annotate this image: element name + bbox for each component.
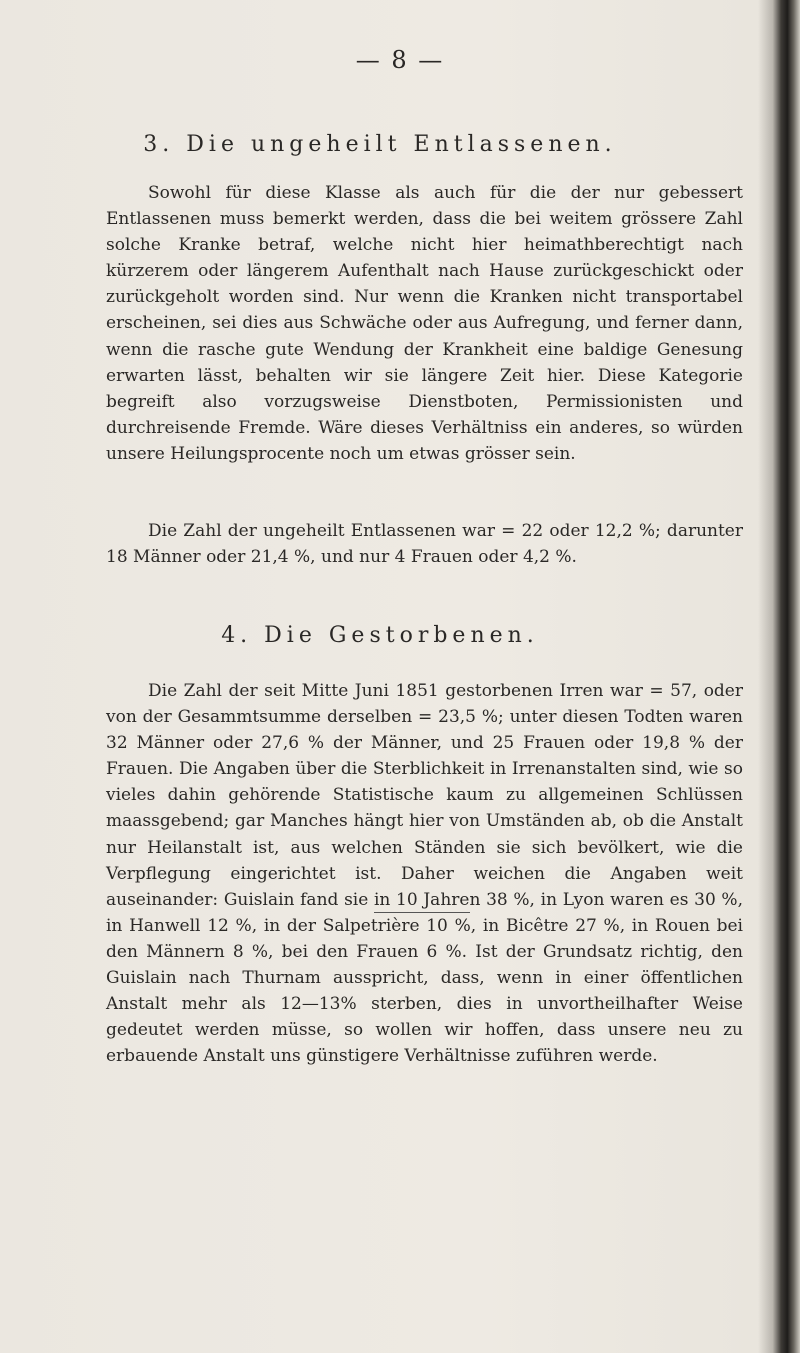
section-3-paragraph-2: Die Zahl der ungeheilt Entlassenen war = 22 oder 12,2 %; darunter 18 Männer oder 21,4 %, und nur 4 Frauen oder 4,2 %.	[106, 521, 743, 568]
page-number: — 8 —	[355, 46, 445, 74]
section-4-heading: 4. Die Gestorbenen.	[221, 623, 539, 648]
section-4-paragraph-1: Die Zahl der seit Mitte Juni 1851 gestorbenen Irren war = 57, oder von der Gesammtsumme derselben = 23,5 %; unter diesen Todten waren 32 Männer oder 27,6 % der Männer, und 25 Frauen oder 19,8 % der Frauen. Die Angaben über die Sterblichkeit in Irrenanstalten sind, wie so vieles dahin gehörende Statistische kaum zu allgemeinen Schlüssen maassgebend; gar Manches hängt hier von Umständen ab, ob die Anstalt nur Heilanstalt ist, aus welchen Ständen sie sich bevölkert, wie die Verpflegung eingerichtet ist. Daher weichen die Angaben weit auseinander: Guislain fand sie in 10 Jahren 38 %, in Lyon waren es 30 %, in Hanwell 12 %, in der Salpetrière 10 %, in Bicêtre 27 %, in Rouen bei den Männern 8 %, bei den Frauen 6 %. Ist der Grundsatz richtig, den Guislain nach Thurnam ausspricht, dass, wenn in einer öffentlichen Anstalt mehr als 12—13% sterben, dies in unvortheilhafter Weise gedeutet werden müsse, so wollen wir hoffen, dass unsere neu zu erbauende Anstalt uns günstigere Verhältnisse zuführen werde.	[106, 681, 743, 1067]
section-3-heading: 3. Die ungeheilt Entlassenen.	[143, 132, 617, 157]
section-3-paragraph-1: Sowohl für diese Klasse als auch für die der nur gebessert Entlassenen muss bemerkt werden, dass die bei weitem grössere Zahl solche Kranke betraf, welche nicht hier heimathberechtigt nach kürzerem oder längerem Aufenthalt nach Hause zurückgeschickt oder zurückgeholt worden sind. Nur wenn die Kranken nicht transportabel erscheinen, sei dies aus Schwäche oder aus Aufregung, und ferner dann, wenn die rasche gute Wendung der Krankheit eine baldige Genesung erwarten lässt, behalten wir sie längere Zeit hier. Diese Kategorie begreift also vorzugsweise Dienstboten, Permissionisten und durchreisende Fremde. Wäre dieses Verhältniss ein anderes, so würden unsere Heilungsprocente noch um etwas grösser sein.	[106, 183, 743, 464]
end-rule	[374, 912, 470, 913]
page-binding-shadow	[758, 0, 800, 1353]
